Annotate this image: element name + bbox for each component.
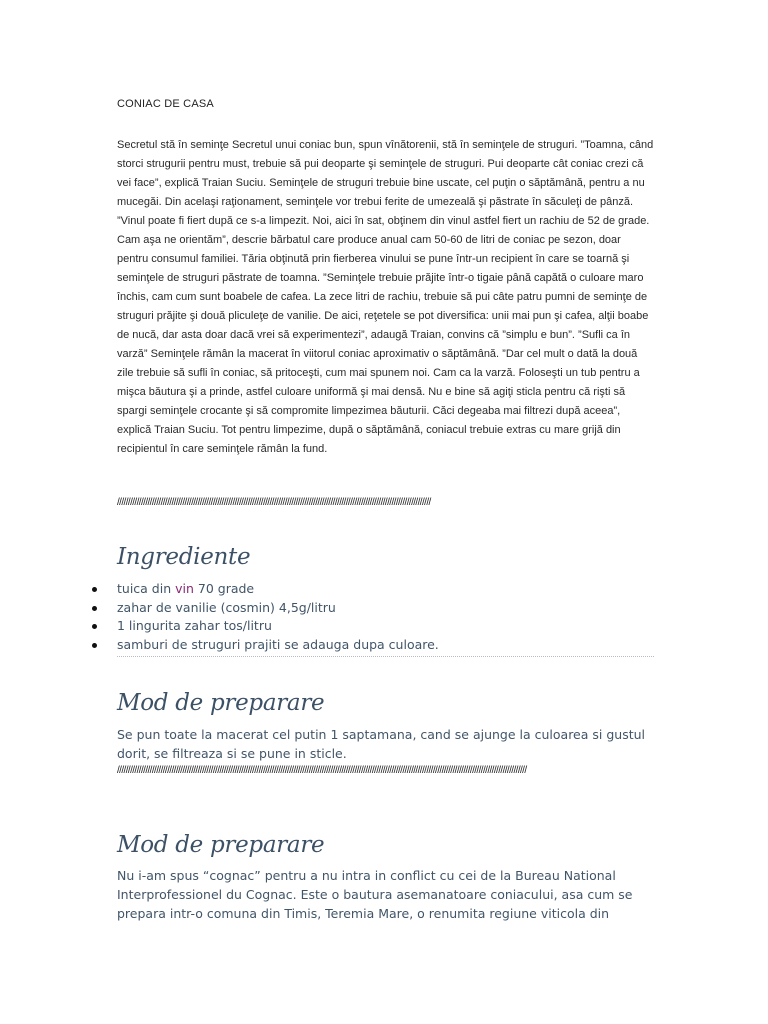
preparation-paragraph: Se pun toate la macerat cel putin 1 saptamana, cand se ajunge la culoarea si gustul dorit, se filtreaza si se pune in sticle. <box>117 727 646 761</box>
dotted-divider <box>117 656 654 657</box>
bullet-icon <box>92 587 97 592</box>
ingredient-item <box>92 580 439 599</box>
ingredient-item <box>92 617 439 636</box>
preparation-paragraph-2: Nu i-am spus “cognac” pentru a nu intra in conflict cu cei de la Bureau National Interprofessionel du Cognac. Este o bautura asemanatoare coniacului, asa cum se prepara intr-o comuna din Timis, Teremia Mare, o renumita regiune viticola din <box>117 868 633 921</box>
ingredient-text: samburi de struguri prajiti se adauga dupa culoare. <box>117 637 439 653</box>
ingredient-item <box>92 636 439 655</box>
intro-paragraph: Secretul stă în seminţe Secretul unui coniac bun, spun vînătorenii, stă în seminţele de struguri. ”Toamna, când storci strugurii pentru must, trebuie să pui deoparte şi seminţele de struguri. Pui deoparte cât coniac crezi că vei face”, explică Traian Suciu. Seminţele de struguri trebuie bine uscate, cel puţin o săptămână, pentru a nu mucegăi. Din acelaşi raţionament, seminţele vor trebui ferite de umezeală şi păstrate în săculeţi de pânză. ”Vinul poate fi fiert după ce s-a limpezit. Noi, aici în sat, obţinem din vinul astfel fiert un rachiu de 52 de grade. Cam aşa ne orientăm”, descrie bărbatul care produce anual cam 50-60 de litri de coniac pe sezon, doar pentru consumul familiei. Tăria obţinută prin fierberea vinului se pune într-un recipient în care se toarnă şi seminţele de struguri păstrate de toamna. ”Seminţele trebuie prăjite într-o tigaie până capătă o culoare maro închis, cam cum sunt boabele de cafea. La zece litri de rachiu, trebuie să pui câte patru pumni de seminţe de struguri prăjite şi două pliculeţe de vanilie. De aici, reţetele se pot diversifica: unii mai pun şi cafea, alţii boabe de nucă, dar asta doar dacă vrei să experimentezi”, adaugă Traian, convins că ”simplu e bun”. ”Sufli ca în varză” Seminţele rămân la macerat în viitorul coniac aproximativ o săptămână. ”Dar cel mult o dată la două zile trebuie să sufli în coniac, să pritoceşti, cum mai spunem noi. Cam ca la varză. Foloseşti un tub pentru a mişca băutura şi a prinde, astfel culoare uniformă şi mai densă. Nu e bine să agiţi sticla pentru că rişti să spargi seminţele crocante şi să compromite limpezimea băuturii. Căci degeaba mai filtrezi după aceea”, explică Traian Suciu. Tot pentru limpezime, după o săptămână, coniacul trebuie extras cu mare grijă din recipientul în care seminţele rămân la fund. <box>117 139 654 455</box>
preparation-heading-2: Mod de preparare <box>117 832 325 858</box>
preparation-heading: Mod de preparare <box>117 690 325 716</box>
ingredient-item <box>92 599 439 618</box>
document-title: CONIAC DE CASA <box>117 98 214 110</box>
bullet-icon <box>92 643 97 648</box>
ingredients-list <box>92 580 439 655</box>
ingredient-text: tuica din <box>117 581 176 596</box>
separator-line: //////////////////////////////////////////////////////////////////////////////////////////////////////////////////////////////////////////////// <box>117 497 431 508</box>
ingredients-heading: Ingrediente <box>117 544 251 570</box>
ingredient-text: 1 lingurita zahar tos/litru <box>117 618 272 634</box>
vin-link[interactable]: vin <box>175 581 194 596</box>
separator-line: //////////////////////////////////////////////////////////////////////////////////////////////////////////////////////////////////////////////////////////////////////////////////////////// <box>117 765 527 776</box>
ingredient-text: zahar de vanilie (cosmin) 4,5g/litru <box>117 599 336 615</box>
ingredient-text: 70 grade <box>193 581 255 596</box>
bullet-icon <box>92 624 97 629</box>
bullet-icon <box>92 606 97 611</box>
